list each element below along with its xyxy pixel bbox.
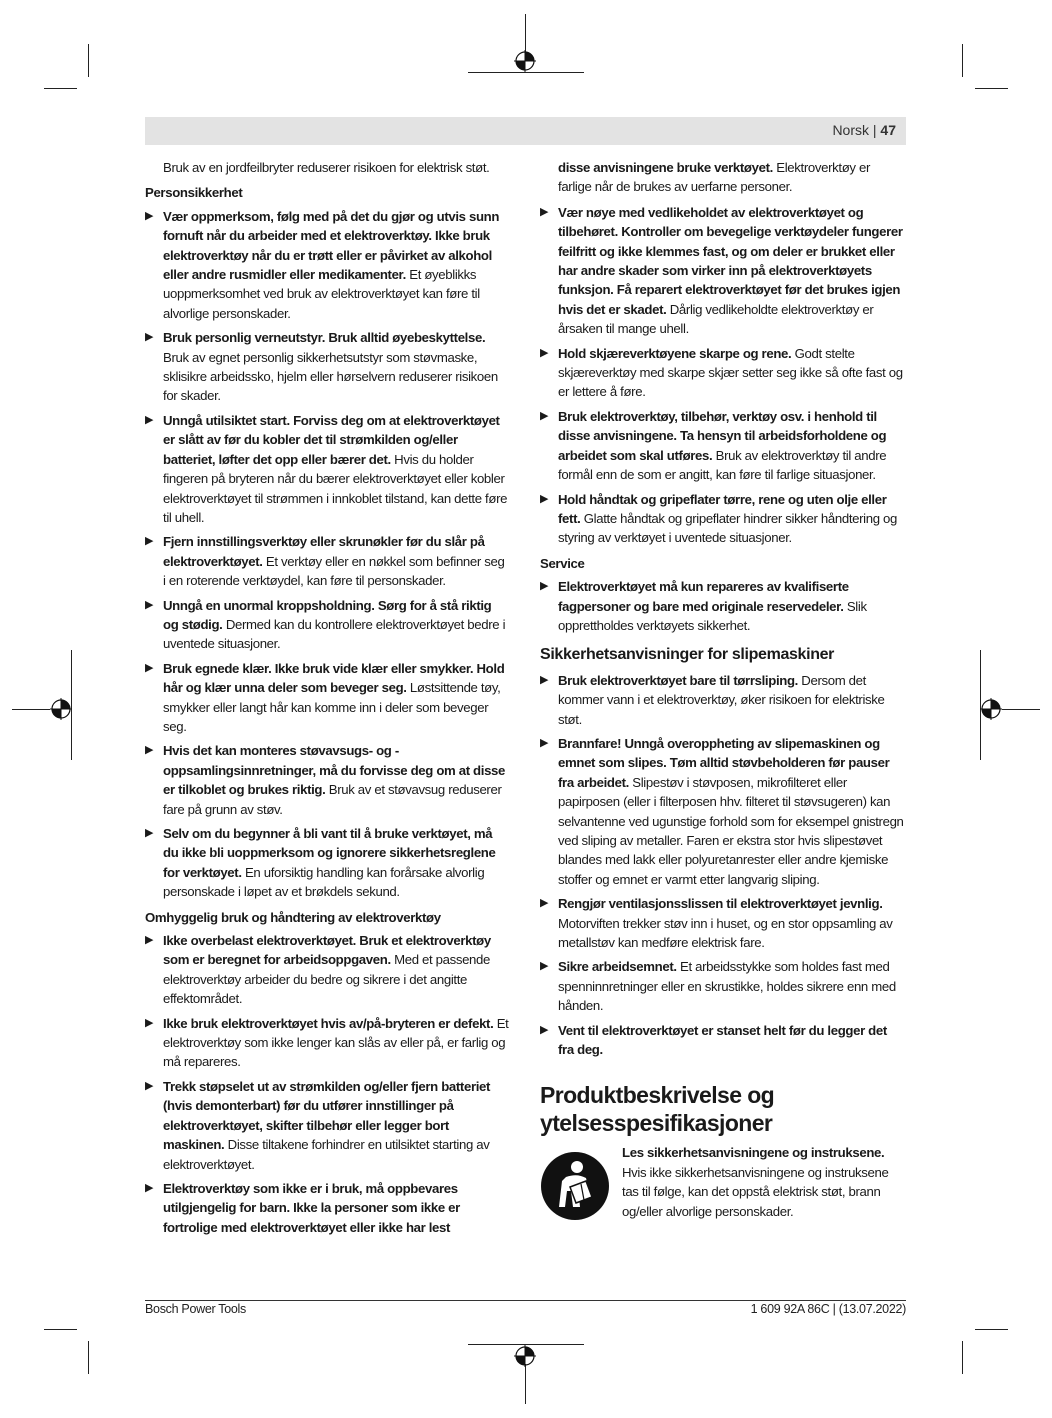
- crop-mark: [44, 88, 77, 89]
- list-item: [145, 931, 509, 1009]
- list-item: [540, 577, 904, 635]
- list-item: [540, 203, 904, 339]
- list-item-text: Dermed kan du kontrollere elektroverktøyet bedre i uventede situasjoner.: [163, 616, 506, 652]
- bullet-arrow-icon: ▶: [540, 897, 549, 910]
- registration-mark-icon: [980, 698, 1002, 720]
- list-item: [145, 1077, 509, 1174]
- page-header: [145, 117, 906, 145]
- bullet-arrow-icon: ▶: [145, 661, 154, 674]
- list-item: [145, 741, 509, 819]
- read-manual-icon: [540, 1151, 610, 1221]
- section-heading-careful-use: Omhyggelig bruk og håndtering av elektroverktøy: [145, 909, 441, 925]
- list-item: [145, 1014, 509, 1072]
- bullet-arrow-icon: ▶: [145, 535, 154, 548]
- bullet-arrow-icon: ▶: [540, 1023, 549, 1036]
- section-heading-grinder-safety: Sikkerhetsanvisninger for slipemaskiner: [540, 646, 835, 664]
- continued-text: Elektroverktøy er farlige når de brukes av uerfarne personer.: [558, 160, 870, 195]
- list-item: [540, 1021, 904, 1060]
- registration-mark-icon: [50, 698, 72, 720]
- bullet-arrow-icon: ▶: [540, 960, 549, 973]
- bullet-arrow-icon: ▶: [145, 598, 154, 611]
- crop-mark: [1002, 709, 1040, 710]
- registration-mark-icon: [514, 1345, 536, 1367]
- list-item-text: Hvis du holder fingeren på bryteren når du bærer elektroverktøyet eller kobler elektroverktøyet til strømmen i innkoblet tilstand, kan dette føre til uhell.: [163, 451, 508, 525]
- care-list: [540, 203, 904, 548]
- header-separator: |: [872, 122, 877, 138]
- bullet-arrow-icon: ▶: [145, 744, 154, 757]
- continued-bold: disse anvisningene bruke verktøyet.: [558, 160, 773, 175]
- list-item-bold: Fjern innstillingsverktøy eller skrunøkler før du slår på elektroverktøyet.: [163, 534, 485, 569]
- list-item-bold: Ikke bruk elektroverktøyet hvis av/på-bryteren er defekt.: [163, 1015, 494, 1031]
- list-item: [540, 894, 904, 952]
- list-item-text: Slik opprettholdes verktøyets sikkerhet.: [558, 598, 867, 633]
- list-item: [145, 824, 509, 902]
- bullet-arrow-icon: ▶: [540, 346, 549, 359]
- crop-mark: [525, 14, 526, 54]
- crop-mark: [88, 44, 89, 77]
- list-item-bold: Sikre arbeidsemnet.: [558, 959, 677, 975]
- list-item: [145, 207, 509, 323]
- list-item-bold: Selv om du begynner å bli vant til å bruke verktøyet, må du ikke bli uoppmerksom og ignorere sikkerhetsreglene for verktøyet.: [163, 826, 496, 880]
- bullet-arrow-icon: ▶: [540, 409, 549, 422]
- list-item-text: Et arbeidsstykke som holdes fast med spenninnretninger eller en skrustikke, holdes sikrere enn med hånden.: [558, 959, 896, 1014]
- crop-mark: [975, 1329, 1008, 1330]
- list-item-bold: Vent til elektroverktøyet er stanset helt før du legger det fra deg.: [558, 1022, 887, 1058]
- list-item: [145, 532, 509, 590]
- list-item-bold: Elektroverktøy som ikke er i bruk, må oppbevares utilgjengelig for barn. Ikke la personer som ikke er fortrolige med elektroverktøyet eller ikke har lest: [163, 1180, 460, 1235]
- list-item-bold: Rengjør ventilasjonsslissen til elektroverktøyet jevnlig.: [558, 896, 883, 912]
- list-item-text: En uforsiktig handling kan forårsake alvorlig personskade i løpet av et brøkdels sekund.: [163, 864, 485, 900]
- list-item: [540, 671, 904, 729]
- list-item-text: Med et passende elektroverktøy arbeider du bedre og sikrere i det angitte effektområdet.: [163, 952, 491, 1007]
- list-item-bold: Unngå en unormal kroppsholdning. Sørg for å stå riktig og stødig.: [163, 597, 492, 632]
- list-item-text: Dersom det kommer vann i et elektroverktøy, øker risikoen for elektriske støt.: [558, 672, 885, 727]
- bullet-arrow-icon: ▶: [145, 331, 154, 344]
- list-item-bold: Elektroverktøyet må kun repareres av kvalifiserte fagpersoner og bare med originale reservedeler.: [558, 579, 849, 614]
- list-item-text: Slipestøv i støvposen, mikrofilteret eller papirposen (eller i filterposen hhv. filteret til støvsugeren) kan selvantenne ved ugunstige forhold som for eksempel gnistregn ved sliping av metaller. Faren er ekstra stor hvis slipestøvet blandes med lakk eller polyuretanrester eller andre kjemiske stoffer og emnet er varmt etter langvarig sliping.: [558, 774, 904, 887]
- list-item-text: Godt stelte skjæreverktøy med skarpe skjær setter seg ikke så ofte fast og er lettere å føre.: [558, 345, 903, 400]
- crop-mark: [88, 1341, 89, 1374]
- bullet-arrow-icon: ▶: [145, 209, 154, 222]
- read-instructions-bold: Les sikkerhetsanvisningene og instruksene.: [622, 1145, 885, 1161]
- crop-mark: [962, 1341, 963, 1374]
- list-item-text: Et øyeblikks uoppmerksomhet ved bruk av elektroverktøyet kan føre til alvorlige personskader.: [163, 267, 480, 321]
- list-item-text: Løstsittende tøy, smykker eller langt hår kan komme inn i deler som beveger seg.: [163, 680, 501, 734]
- list-item: [145, 411, 509, 527]
- list-item-bold: Unngå utilsiktet start. Forviss deg om at elektroverktøyet er slått av før du kobler det til strømkilden og/eller batteriet, løfter det opp eller bærer det.: [163, 412, 500, 467]
- list-item-text: Bruk av et støvavsug reduserer fare på grunn av støv.: [163, 782, 502, 817]
- list-item: [145, 1179, 509, 1237]
- bullet-arrow-icon: ▶: [145, 1016, 154, 1029]
- section-heading-personal-safety: Personsikkerhet: [145, 185, 243, 201]
- bullet-arrow-icon: ▶: [145, 413, 154, 426]
- service-list: [540, 577, 904, 635]
- product-description-heading: Produktbeskrivelse og ytelsesspesifikasjoner: [540, 1082, 775, 1137]
- list-item: [540, 957, 904, 1015]
- list-item: [145, 659, 509, 737]
- bullet-arrow-icon: ▶: [145, 827, 154, 839]
- crop-mark: [975, 88, 1008, 89]
- left-column: [145, 158, 509, 1242]
- list-item: [540, 490, 904, 548]
- list-item-bold: Trekk støpselet ut av strømkilden og/eller fjern batteriet (hvis demonterbart) før du utfører innstillinger på elektroverktøyet, skifter tilbehør eller legger bort maskinen.: [163, 1078, 491, 1153]
- intro-paragraph: Bruk av en jordfeilbryter reduserer risikoen for elektrisk støt.: [163, 160, 490, 175]
- read-instructions-body: Hvis ikke sikkerhetsanvisningene og instruksene tas til følge, kan det oppstå elektrisk støt, brann og/eller alvorlige personskader.: [622, 1164, 889, 1219]
- list-item-text: Disse tiltakene forhindrer en utilsiktet starting av elektroverktøyet.: [163, 1137, 490, 1172]
- bullet-arrow-icon: ▶: [540, 673, 549, 686]
- list-item-bold: Bruk elektroverktøy, tilbehør, verktøy osv. i henhold til disse anvisningene. Ta hensyn til arbeidsforholdene og arbeidet som skal utføres.: [558, 408, 887, 463]
- personal-safety-list: [145, 207, 509, 902]
- bullet-arrow-icon: ▶: [145, 1079, 154, 1092]
- header-label: [832, 122, 896, 138]
- header-language: Norsk: [832, 122, 869, 138]
- footer-doc-number: 1 609 92A 86C | (13.07.2022): [750, 1302, 906, 1316]
- list-item: [540, 344, 904, 402]
- list-item-bold: Vær nøye med vedlikeholdet av elektroverktøyet og tilbehøret. Kontroller om bevegelige verktøydeler fungerer feilfritt og ikke klemmes fast, og om deler er brukket eller har andre skader som virker inn på elektroverktøyets funksjon. Få reparert elektroverktøyet før det brukes igjen hvis det er skadet.: [558, 204, 903, 317]
- careful-use-list: [145, 931, 509, 1237]
- continued-paragraph: [558, 158, 904, 197]
- list-item-bold: Hold håndtak og gripeflater tørre, rene og uten olje eller fett.: [558, 491, 887, 526]
- list-item-bold: Bruk egnede klær. Ikke bruk vide klær eller smykker. Hold hår og klær unna deler som beveger seg.: [163, 660, 505, 696]
- list-item-bold: Hold skjæreverktøyene skarpe og rene.: [558, 345, 792, 361]
- bullet-arrow-icon: ▶: [145, 1181, 154, 1194]
- list-item-bold: Hvis det kan monteres støvavsugs- og -oppsamlingsinnretninger, må du forvisse deg om at disse er tilkoblet og brukes riktig.: [163, 743, 506, 798]
- section-heading-service: Service: [540, 555, 585, 571]
- list-item-bold: Brannfare! Unngå overoppheting av slipemaskinen og emnet som slipes. Tøm alltid støvbeholderen før pauser fra arbeidet.: [558, 735, 890, 790]
- grinder-safety-list: [540, 671, 904, 1060]
- list-item-bold: Bruk personlig verneutstyr. Bruk alltid øyebeskyttelse.: [163, 330, 486, 346]
- crop-mark: [12, 709, 50, 710]
- page-number: 47: [880, 122, 896, 138]
- list-item-bold: Bruk elektroverktøyet bare til tørrsliping.: [558, 672, 798, 688]
- list-item-bold: Ikke overbelast elektroverktøyet. Bruk et elektroverktøy som er beregnet for arbeidsoppgaven.: [163, 933, 491, 968]
- crop-mark: [962, 44, 963, 77]
- bullet-arrow-icon: ▶: [540, 580, 549, 593]
- list-item-text: Dårlig vedlikeholdte elektroverktøy er årsaken til mange uhell.: [558, 301, 874, 337]
- crop-mark: [468, 72, 584, 73]
- registration-mark-icon: [514, 50, 536, 72]
- bullet-arrow-icon: ▶: [145, 934, 154, 947]
- list-item: [145, 596, 509, 654]
- read-instructions-text: [622, 1143, 904, 1221]
- list-item-bold: Vær oppmerksom, følg med på det du gjør og utvis sunn fornuft når du arbeider med et elektroverktøy. Ikke bruk elektroverktøy når du er trøtt eller er påvirket av alkohol eller andre rusmidler eller medikamenter.: [163, 208, 500, 283]
- list-item-text: Motorviften trekker støv inn i huset, og en stor oppsamling av metallstøv kan medføre elektrisk fare.: [558, 915, 893, 951]
- crop-mark: [525, 1364, 526, 1404]
- bullet-arrow-icon: ▶: [540, 205, 549, 218]
- read-instructions-block: [540, 1143, 904, 1233]
- list-item-text: Et verktøy eller en nøkkel som befinner seg i en roterende verktøydel, kan føre til personskader.: [163, 553, 505, 589]
- list-item-text: Bruk av egnet personlig sikkerhetsutstyr som støvmaske, sklisikre arbeidssko, hjelm eller hørselvern reduserer risikoen for skader.: [163, 349, 498, 404]
- list-item-text: Et elektroverktøy som ikke lenger kan slås av eller på, er farlig og må repareres.: [163, 1015, 509, 1070]
- bullet-arrow-icon: ▶: [540, 736, 549, 749]
- list-item-text: Glatte håndtak og gripeflater hindrer sikker håndtering og styring av verktøyet i uventede situasjoner.: [558, 510, 898, 546]
- list-item: [540, 734, 904, 889]
- footer-brand: Bosch Power Tools: [145, 1302, 246, 1316]
- crop-mark: [44, 1329, 77, 1330]
- footer-divider: [145, 1300, 906, 1301]
- list-item-text: Bruk av elektroverktøy til andre formål enn de som er angitt, kan føre til farlige situasjoner.: [558, 447, 887, 483]
- list-item: [540, 407, 904, 485]
- right-column: [540, 158, 904, 1233]
- bullet-arrow-icon: ▶: [540, 492, 549, 505]
- list-item: [145, 328, 509, 406]
